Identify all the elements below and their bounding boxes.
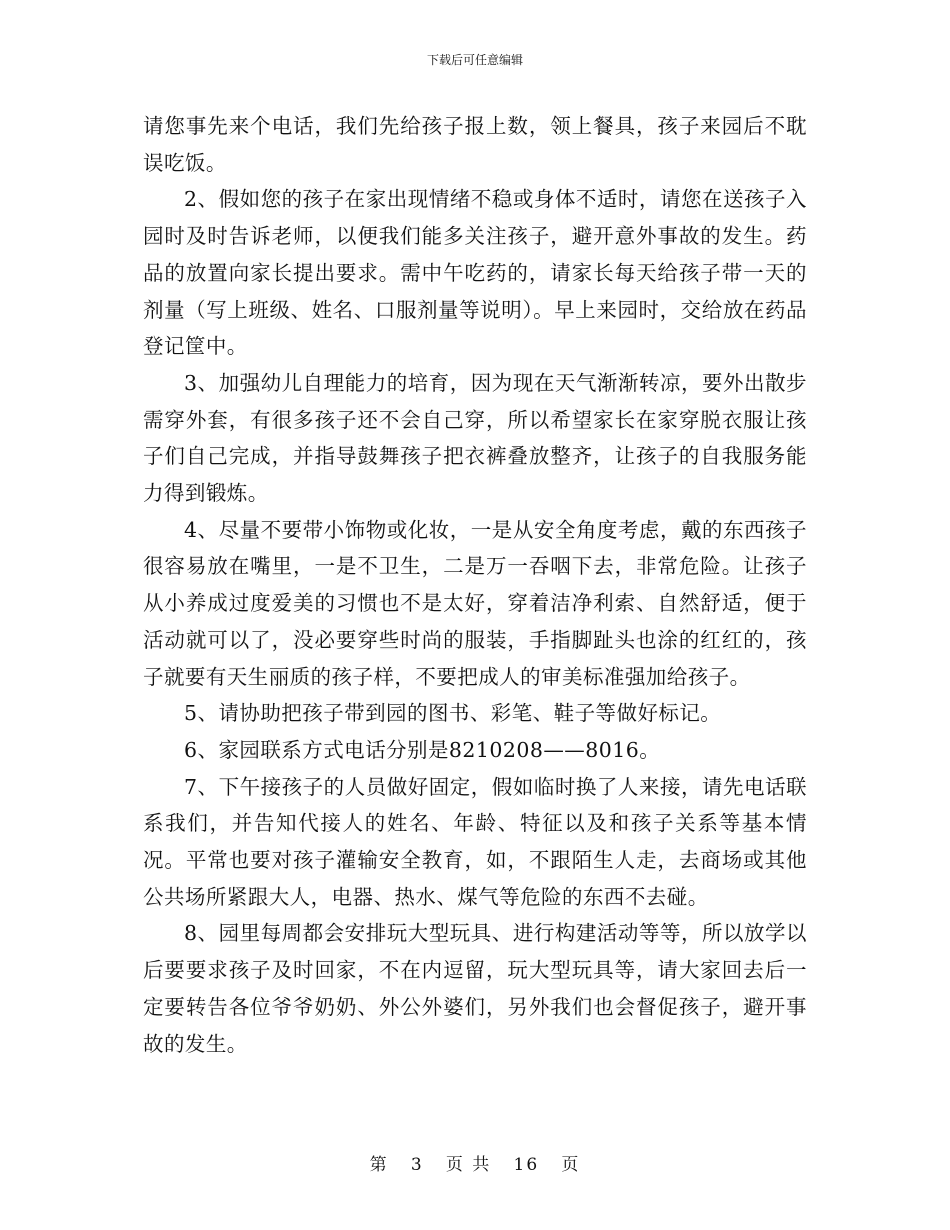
paragraph-4: 4、尽量不要带小饰物或化妆，一是从安全角度考虑，戴的东西孩子很容易放在嘴里，一是不卫生，二是万一吞咽下去，非常危险。让孩子从小养成过度爱美的习惯也不是太好，穿着洁净利索、自然舒适，便于活动就可以了，没必要穿些时尚的服装，手指脚趾头也涂的红红的，孩子就要有天生丽质的孩子样，不要把成人的审美标准强加给孩子。 <box>143 517 807 689</box>
page-footer <box>0 1153 950 1177</box>
footer-prefix: 第 <box>369 1155 389 1175</box>
header-text: 下载后可任意编辑 <box>426 53 523 67</box>
paragraph-6: 6、家园联系方式电话分别是8210208——8016。 <box>184 737 661 762</box>
footer-suffix: 页 <box>561 1155 581 1175</box>
paragraph-5: 5、请协助把孩子带到园的图书、彩笔、鞋子等做好标记。 <box>184 701 722 726</box>
footer-middle: 页 共 <box>445 1155 492 1175</box>
page-header <box>0 52 950 68</box>
paragraph-3: 3、加强幼儿自理能力的培育，因为现在天气渐渐转凉，要外出散步需穿外套，有很多孩子还不会自己穿，所以希望家长在家穿脱衣服让孩子们自己完成，并指导鼓舞孩子把衣裤叠放整齐，让孩子的自我服务能力得到锻炼。 <box>143 370 807 506</box>
paragraph-1: 请您事先来个电话，我们先给孩子报上数，领上餐具，孩子来园后不耽误吃饭。 <box>143 114 807 175</box>
footer-total-pages: 16 <box>513 1155 540 1175</box>
paragraph-7: 7、下午接孩子的人员做好固定，假如临时换了人来接，请先电话联系我们，并告知代接人的姓名、年龄、特征以及和孩子关系等基本情况。平常也要对孩子灌输安全教育，如，不跟陌生人走，去商场或其他公共场所紧跟大人，电器、热水、煤气等危险的东西不去碰。 <box>143 774 807 909</box>
document-body <box>143 108 807 1062</box>
paragraph-2: 2、假如您的孩子在家出现情绪不稳或身体不适时，请您在送孩子入园时及时告诉老师，以便我们能多关注孩子，避开意外事故的发生。药品的放置向家长提出要求。需中午吃药的，请家长每天给孩子带一天的剂量（写上班级、姓名、口服剂量等说明）。早上来园时，交给放在药品登记筐中。 <box>143 187 807 359</box>
paragraph-8: 8、园里每周都会安排玩大型玩具、进行构建活动等等，所以放学以后要要求孩子及时回家，不在内逗留，玩大型玩具等，请大家回去后一定要转告各位爷爷奶奶、外公外婆们，另外我们也会督促孩子，避开事故的发生。 <box>143 921 807 1056</box>
footer-page-number: 3 <box>410 1155 424 1175</box>
